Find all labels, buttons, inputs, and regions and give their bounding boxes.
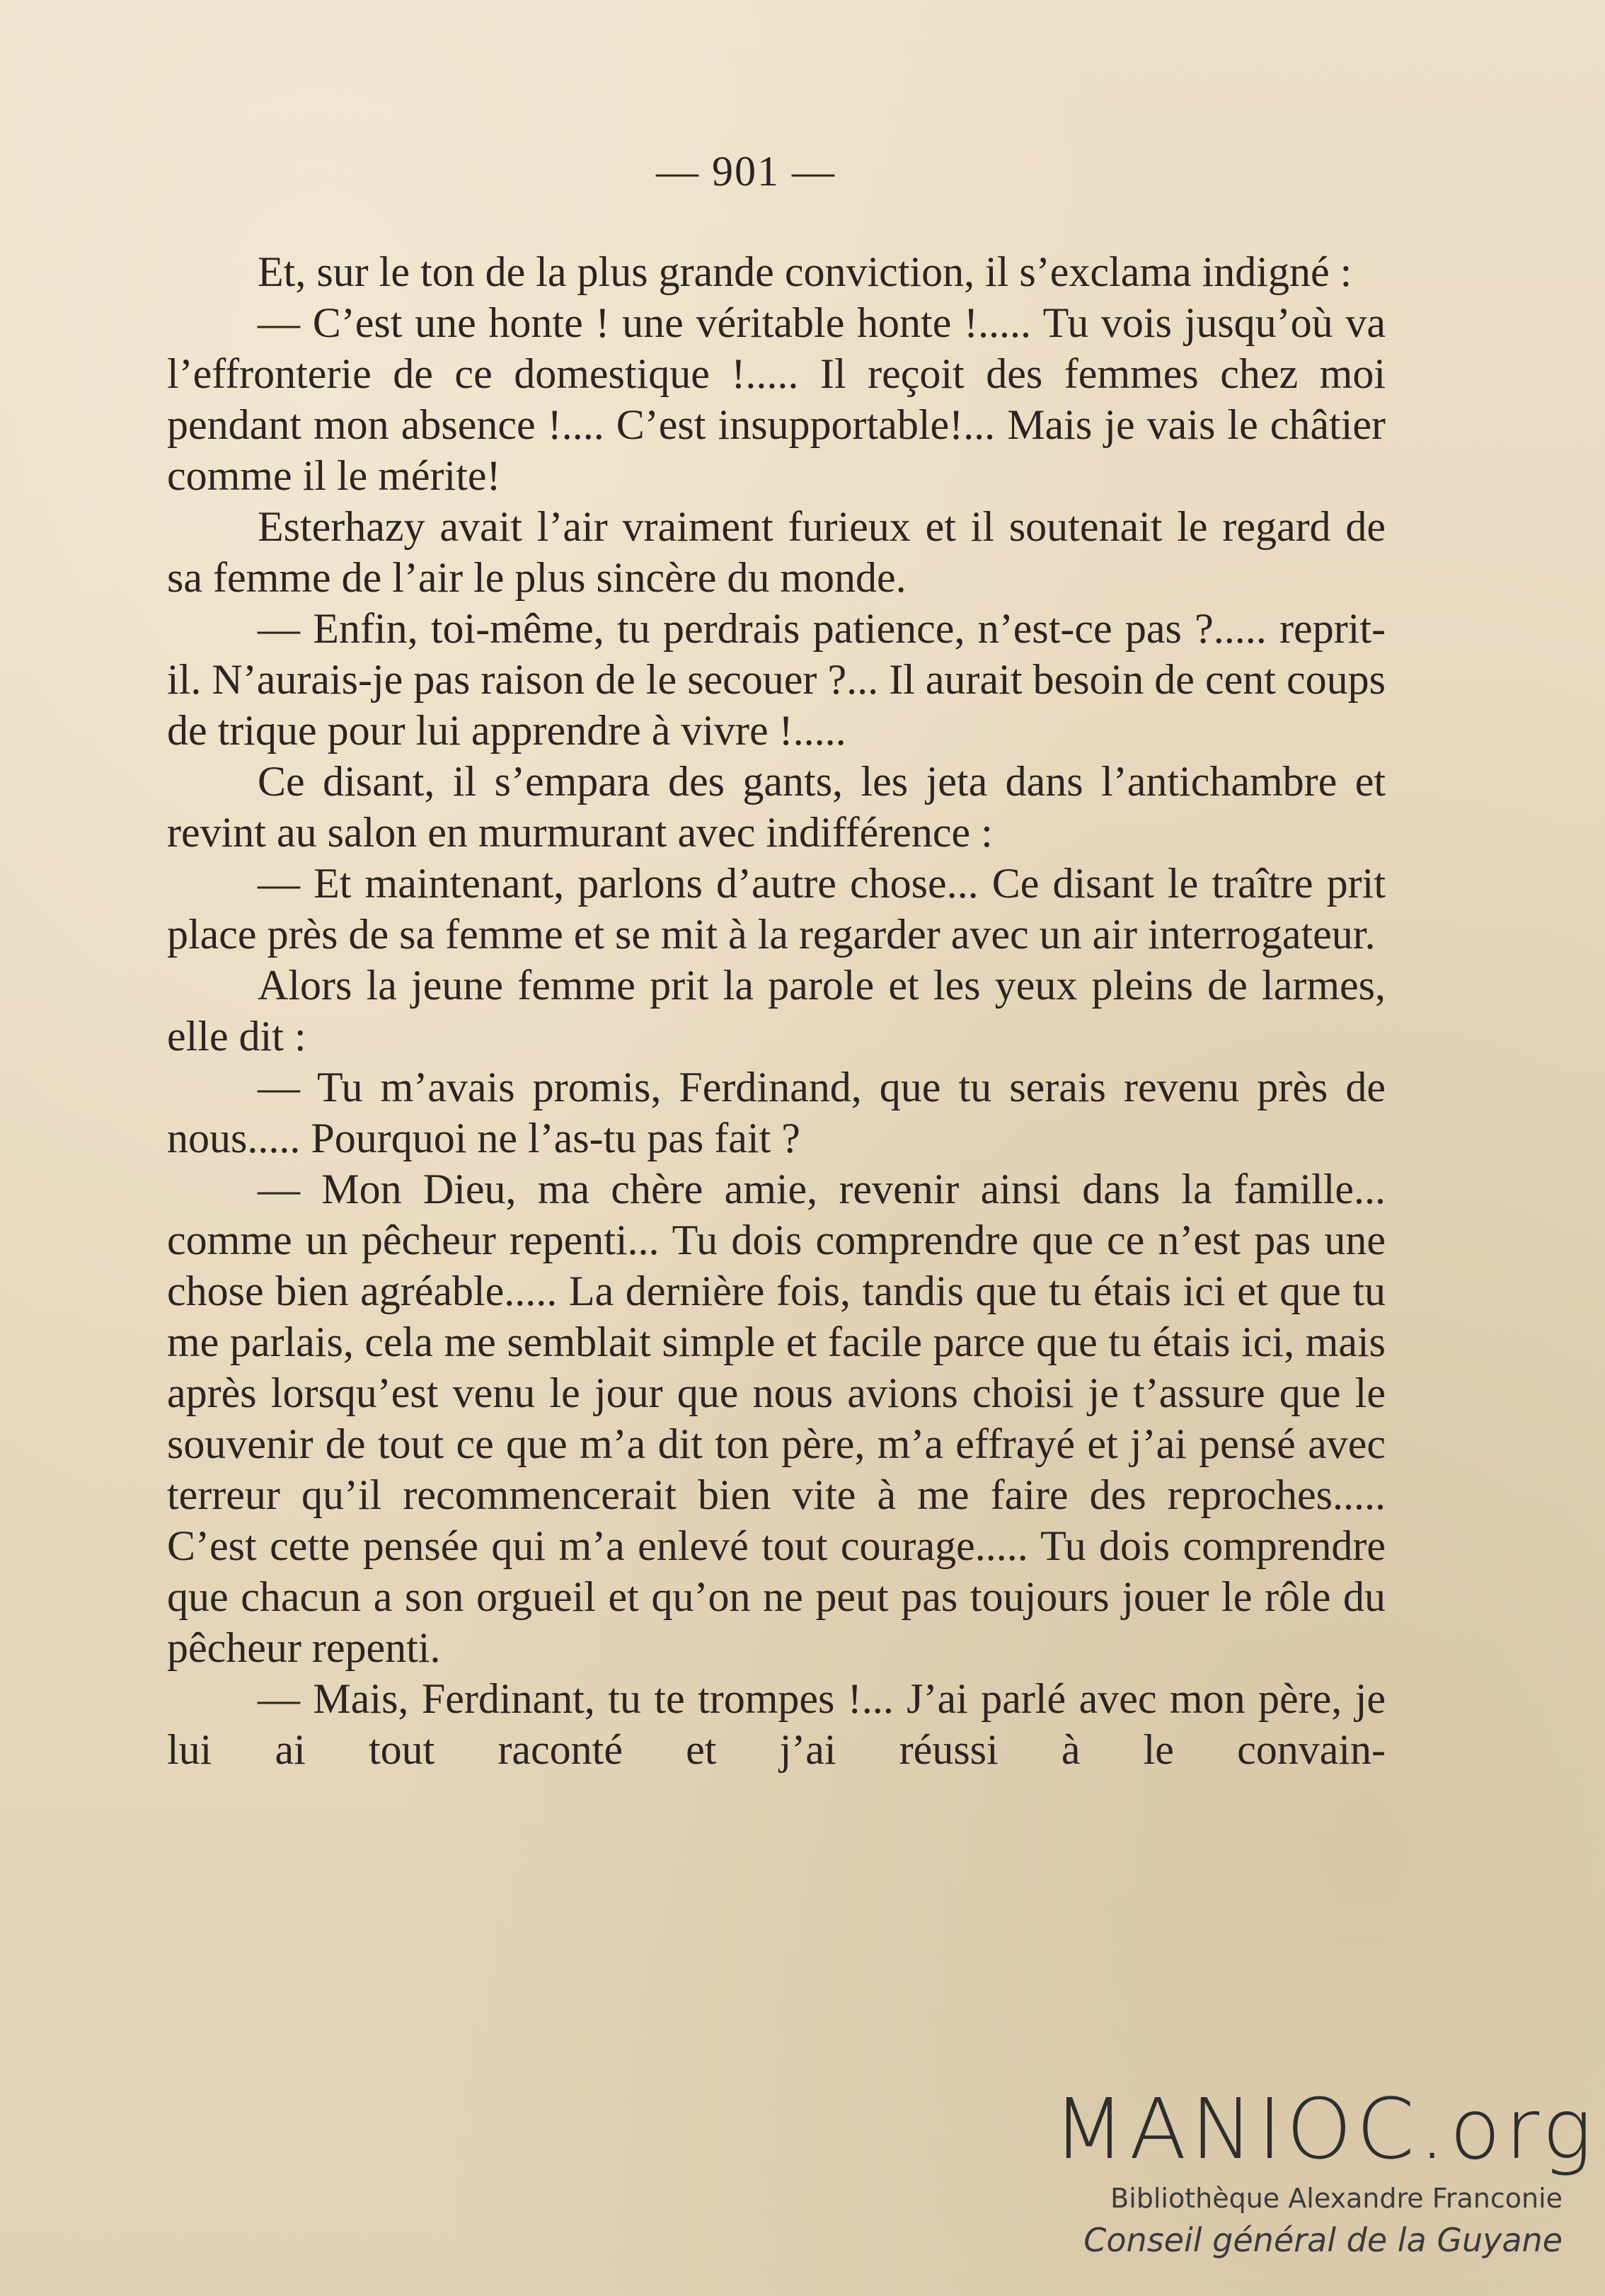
page-number: — 901 — (656, 148, 836, 195)
manioc-logo: MANIOC.org (1053, 2080, 1597, 2178)
paragraph: — Enfin, toi-même, tu perdrais patience, n’est-ce pas ?..... reprit-il. N’aurais-je pas raison de le secouer ?... Il aurait besoin de cent coups de trique pour lui apprendre à vivre !..... (167, 605, 1386, 754)
paragraph: — Et maintenant, parlons d’autre chose... Ce disant le traître prit place près de sa femme et se mit à la regarder avec un air interrogateur. (167, 860, 1386, 958)
library-name: Bibliothèque Alexandre Franconie (1110, 2183, 1563, 2214)
body-text (167, 246, 1386, 1775)
council-name: Conseil général de la Guyane (1083, 2221, 1563, 2259)
paragraph: — Mon Dieu, ma chère amie, revenir ainsi dans la famille... comme un pêcheur repenti... Tu dois comprendre que ce n’est pas une chose bien agréable..... La dernière fois, tandis que tu étais ici et que tu me parlais, cela me semblait simple et facile parce que tu étais ici, mais après lorsqu’est venu le jour que nous avions choisi je t’assure que le souvenir de tout ce que m’a dit ton père, m’a effrayé et j’ai pensé avec terreur qu’il recommencerait bien vite à me faire des reproches..... C’est cette pensée qui m’a enlevé tout courage..... Tu dois comprendre que chacun a son orgueil et qu’on ne peut pas toujours jouer le rôle du pêcheur repenti. (167, 1166, 1386, 1671)
paragraph: Ce disant, il s’empara des gants, les jeta dans l’antichambre et revint au salon en murmurant avec indifférence : (167, 758, 1386, 856)
paragraph: — Tu m’avais promis, Ferdinand, que tu serais revenu près de nous..... Pourquoi ne l’as-tu pas fait ? (167, 1064, 1386, 1161)
paragraph: Alors la jeune femme prit la parole et les yeux pleins de larmes, elle dit : (167, 962, 1386, 1060)
manioc-watermark (1053, 2080, 1597, 2262)
paragraph: — C’est une honte ! une véritable honte !..... Tu vois jusqu’où va l’effronterie de ce domestique !..... Il reçoit des femmes chez moi pendant mon absence !.... C’est insupportable!... Mais je vais le châtier comme il le mérite! (167, 299, 1386, 499)
paragraph: Et, sur le ton de la plus grande conviction, il s’exclama indigné : (258, 248, 1352, 295)
paragraph: Esterhazy avait l’air vraiment furieux et il soutenait le regard de sa femme de l’air le plus sincère du monde. (167, 503, 1386, 601)
paragraph: — Mais, Ferdinant, tu te trompes !... J’ai parlé avec mon père, je lui ai tout raconté et j’ai réussi à le convain- (167, 1675, 1386, 1773)
